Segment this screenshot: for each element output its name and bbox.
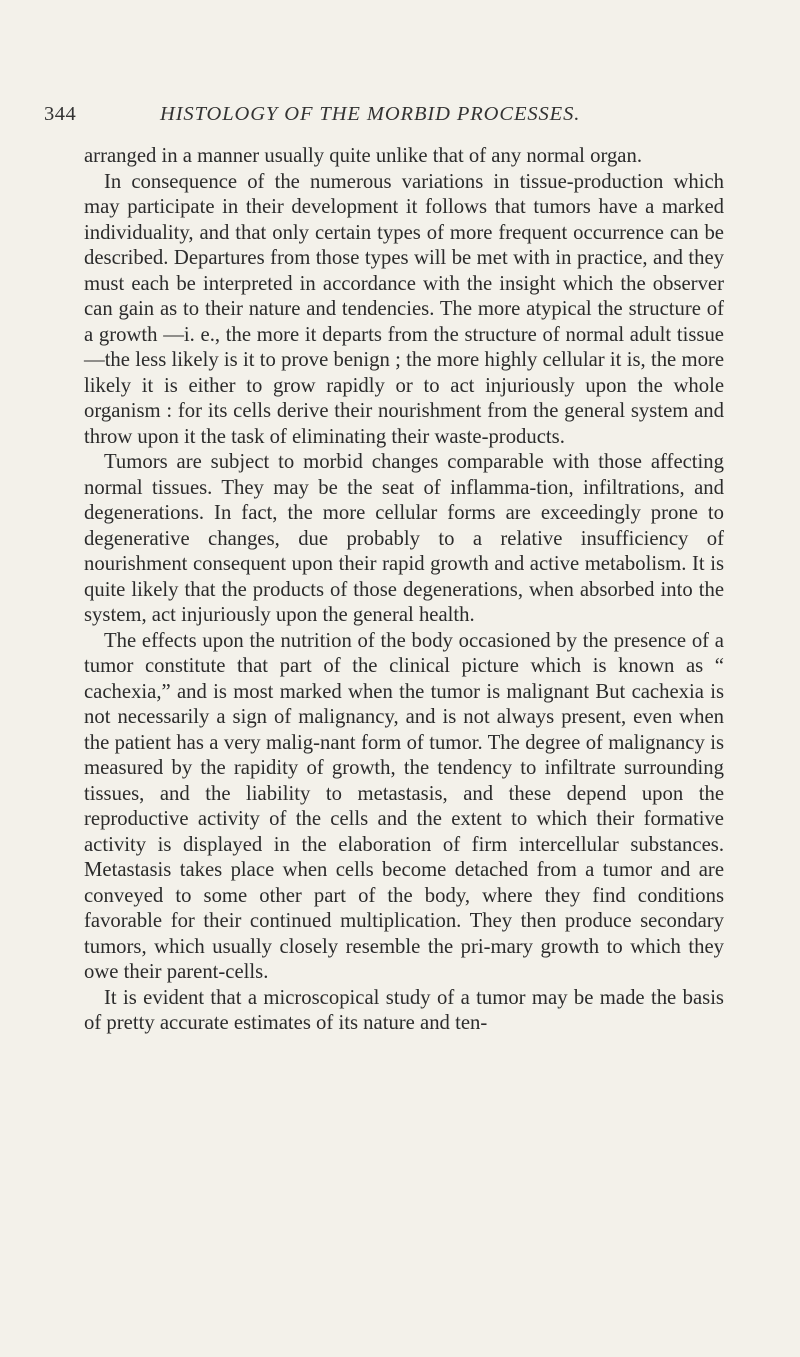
paragraph: In consequence of the numerous variations in tissue-production which may participate in their development it follows that tumors have a marked individuality, and that only certain types of more frequent occurrence can be described. Departures from those types will be met with in practice, and they must each be interpreted in accordance with the insight which the observer can gain as to their nature and tendencies. The more atypical the structure of a growth —i. e., the more it departs from the structure of normal adult tissue —the less likely is it to prove benign ; the more highly cellular it is, the more likely it is either to grow rapidly or to act injuriously upon the whole organism : for its cells derive their nourishment from the general system and throw upon it the task of eliminating their waste-products. <box>84 170 724 448</box>
paragraph: Tumors are subject to morbid changes comparable with those affecting normal tissues. They may be the seat of inflamma-tion, infiltrations, and degenerations. In fact, the more cellular forms are exceedingly prone to degenerative changes, due probably to a relative insufficiency of nourishment consequent upon their rapid growth and active metabolism. It is quite likely that the products of those degenerations, when absorbed into the system, act injuriously upon the general health. <box>84 451 724 626</box>
running-title: HISTOLOGY OF THE MORBID PROCESSES. <box>160 103 581 125</box>
paragraph: It is evident that a microscopical study of a tumor may be made the basis of pretty accurate estimates of its nature and ten- <box>84 986 724 1034</box>
paragraph: The effects upon the nutrition of the body occasioned by the presence of a tumor constitute that part of the clinical picture which is known as “ cachexia,” and is most marked when the tumor is malignant But cachexia is not necessarily a sign of malignancy, and is not always present, even when the patient has a very malig-nant form of tumor. The degree of malignancy is measured by the rapidity of growth, the tendency to infiltrate surrounding tissues, and the liability to metastasis, and these depend upon the reproductive activity of the cells and the extent to which their formative activity is displayed in the elaboration of firm intercellular substances. Metastasis takes place when cells become detached from a tumor and are conveyed to some other part of the body, where they find conditions favorable for their continued multiplication. They then produce secondary tumors, which usually closely resemble the pri-mary growth to which they owe their parent-cells. <box>84 629 724 983</box>
paragraph-continued: arranged in a manner usually quite unlike that of any normal organ. <box>84 145 643 167</box>
page-number: 344 <box>44 103 77 125</box>
page-header <box>44 101 724 127</box>
body-text <box>84 144 724 1037</box>
